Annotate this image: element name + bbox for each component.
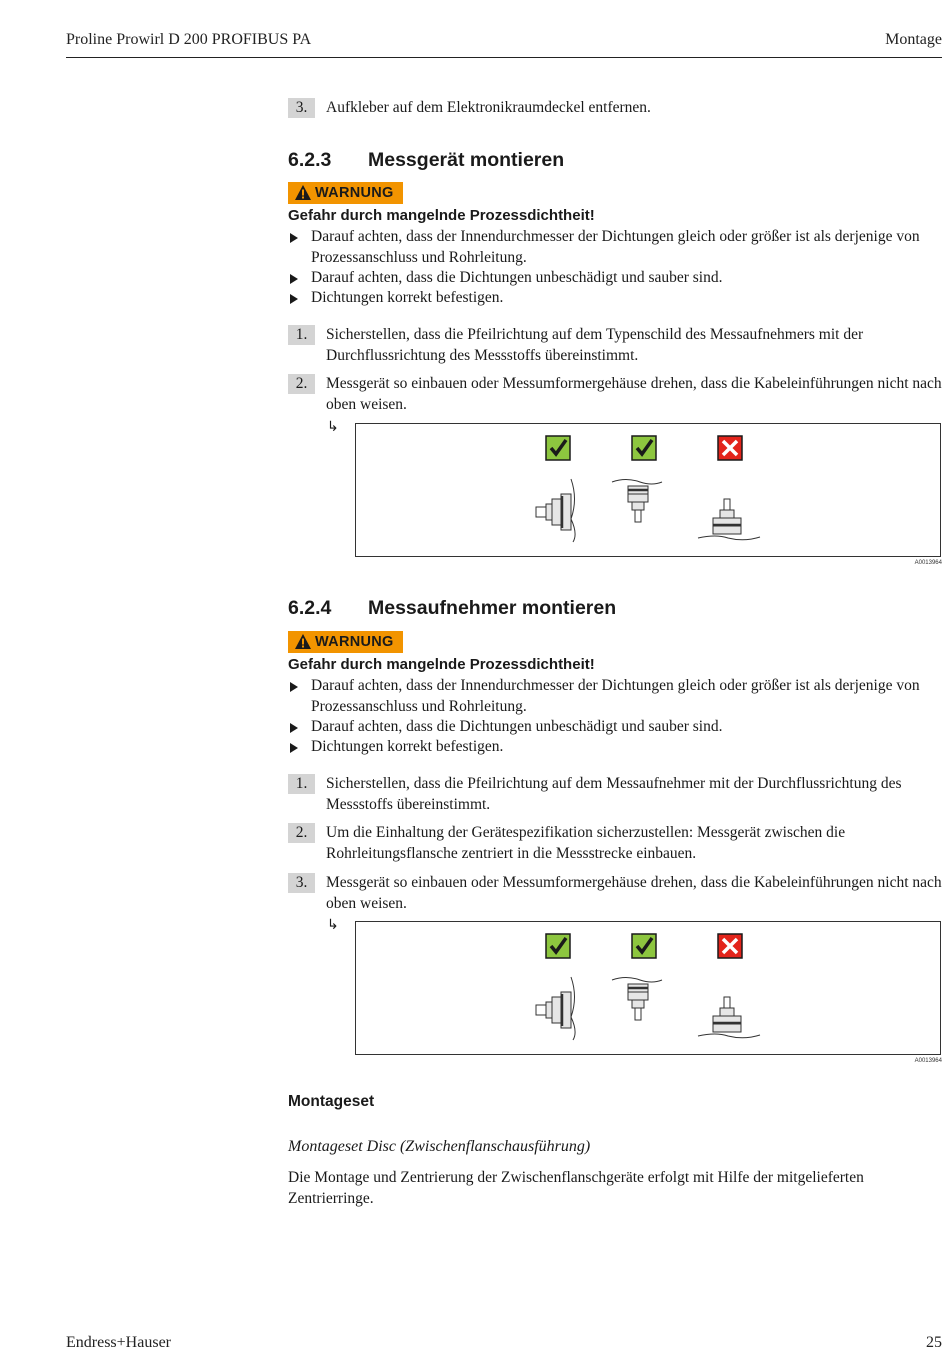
step-item <box>288 873 942 914</box>
step-item <box>288 823 942 864</box>
bullet-text: Dichtungen korrekt befestigen. <box>311 289 504 306</box>
section-heading <box>288 597 616 620</box>
bullet-triangle-icon <box>290 274 298 284</box>
bullet-text: Dichtungen korrekt befestigen. <box>311 738 504 755</box>
device-hanging-illustration <box>612 978 662 1021</box>
section-heading <box>288 149 564 172</box>
step-text: Sicherstellen, dass die Pfeilrichtung auf dem Typenschild des Messaufnehmers mit der Durchflussrichtung des Messstoffs übereinstimmt. <box>326 326 864 364</box>
step-text: Sicherstellen, dass die Pfeilrichtung auf dem Messaufnehmer mit der Durchflussrichtung des Messstoffs übereinstimmt. <box>326 775 902 813</box>
section-title: Messaufnehmer montieren <box>368 597 617 619</box>
step-text: Aufkleber auf dem Elektronikraumdeckel entfernen. <box>326 99 651 116</box>
step-number: 2. <box>288 823 315 843</box>
warning-badge <box>288 182 403 204</box>
figure-code: A0013964 <box>914 560 942 566</box>
warning-badge <box>288 631 403 653</box>
bullet-triangle-icon <box>290 743 298 753</box>
bullet-triangle-icon <box>290 294 298 304</box>
footer-brand: Endress+Hauser <box>66 1334 171 1351</box>
result-arrow-icon: ↳ <box>327 419 339 435</box>
bullet-triangle-icon <box>290 723 298 733</box>
check-icon <box>632 436 656 460</box>
device-horizontal-illustration <box>536 977 575 1040</box>
header-chapter: Montage <box>885 31 942 48</box>
result-arrow-icon: ↳ <box>327 917 339 933</box>
step-number: 2. <box>288 374 315 394</box>
bullet-text: Darauf achten, dass der Innendurchmesser der Dichtungen gleich oder größer ist als derjenige von Prozessanschluss und Rohrleitung. <box>311 677 920 715</box>
list-item <box>288 717 942 738</box>
danger-title: Gefahr durch mangelnde Prozessdichtheit! <box>288 656 595 673</box>
header-divider <box>66 57 942 58</box>
page-number: 25 <box>926 1334 942 1351</box>
header-title: Proline Prowirl D 200 PROFIBUS PA <box>66 31 312 48</box>
device-hanging-illustration <box>612 480 662 523</box>
warning-label: WARNUNG <box>315 185 394 201</box>
step-item <box>288 98 942 119</box>
step-item <box>288 774 942 815</box>
step-item <box>288 374 942 415</box>
bullet-text: Darauf achten, dass die Dichtungen unbeschädigt und sauber sind. <box>311 269 723 286</box>
cross-icon <box>718 934 742 958</box>
bullet-triangle-icon <box>290 233 298 243</box>
mounting-figure <box>355 423 941 557</box>
subsection-heading: Montageset <box>288 1093 375 1110</box>
step-number: 1. <box>288 325 315 345</box>
danger-title: Gefahr durch mangelnde Prozessdichtheit! <box>288 207 595 224</box>
bullet-triangle-icon <box>290 682 298 692</box>
device-upright-illustration <box>698 997 760 1038</box>
section-title: Messgerät montieren <box>368 149 565 171</box>
step-number: 3. <box>288 873 315 893</box>
list-item <box>288 737 942 758</box>
warning-triangle-icon <box>294 633 312 650</box>
step-text: Messgerät so einbauen oder Messumformergehäuse drehen, dass die Kabeleinführungen nicht nach oben weisen. <box>326 874 942 912</box>
figure-code: A0013964 <box>914 1058 942 1064</box>
step-item <box>288 325 942 366</box>
warning-triangle-icon <box>294 184 312 201</box>
bullet-text: Darauf achten, dass die Dichtungen unbeschädigt und sauber sind. <box>311 718 723 735</box>
step-text: Messgerät so einbauen oder Messumformergehäuse drehen, dass die Kabeleinführungen nicht nach oben weisen. <box>326 375 942 413</box>
check-icon <box>546 934 570 958</box>
device-upright-illustration <box>698 499 760 540</box>
list-item <box>288 676 942 717</box>
step-number: 1. <box>288 774 315 794</box>
check-icon <box>546 436 570 460</box>
subsection-subheading: Montageset Disc (Zwischenflanschausführung) <box>288 1138 591 1155</box>
warning-label: WARNUNG <box>315 634 394 650</box>
check-icon <box>632 934 656 958</box>
cross-icon <box>718 436 742 460</box>
section-number: 6.2.3 <box>288 149 332 171</box>
bullet-text: Darauf achten, dass der Innendurchmesser der Dichtungen gleich oder größer ist als derjenige von Prozessanschluss und Rohrleitung. <box>311 228 920 266</box>
device-horizontal-illustration <box>536 479 575 542</box>
list-item <box>288 227 942 268</box>
list-item <box>288 288 942 309</box>
section-number: 6.2.4 <box>288 597 332 619</box>
step-text: Um die Einhaltung der Gerätespezifikation sicherzustellen: Messgerät zwischen die Rohrleitungsflansche zentriert in die Messstrecke einbauen. <box>326 824 846 862</box>
step-number: 3. <box>288 98 315 118</box>
mounting-figure <box>355 921 941 1055</box>
body-paragraph: Die Montage und Zentrierung der Zwischenflanschgeräte erfolgt mit Hilfe der mitgelieferten Zentrierringe. <box>288 1169 864 1207</box>
list-item <box>288 268 942 289</box>
